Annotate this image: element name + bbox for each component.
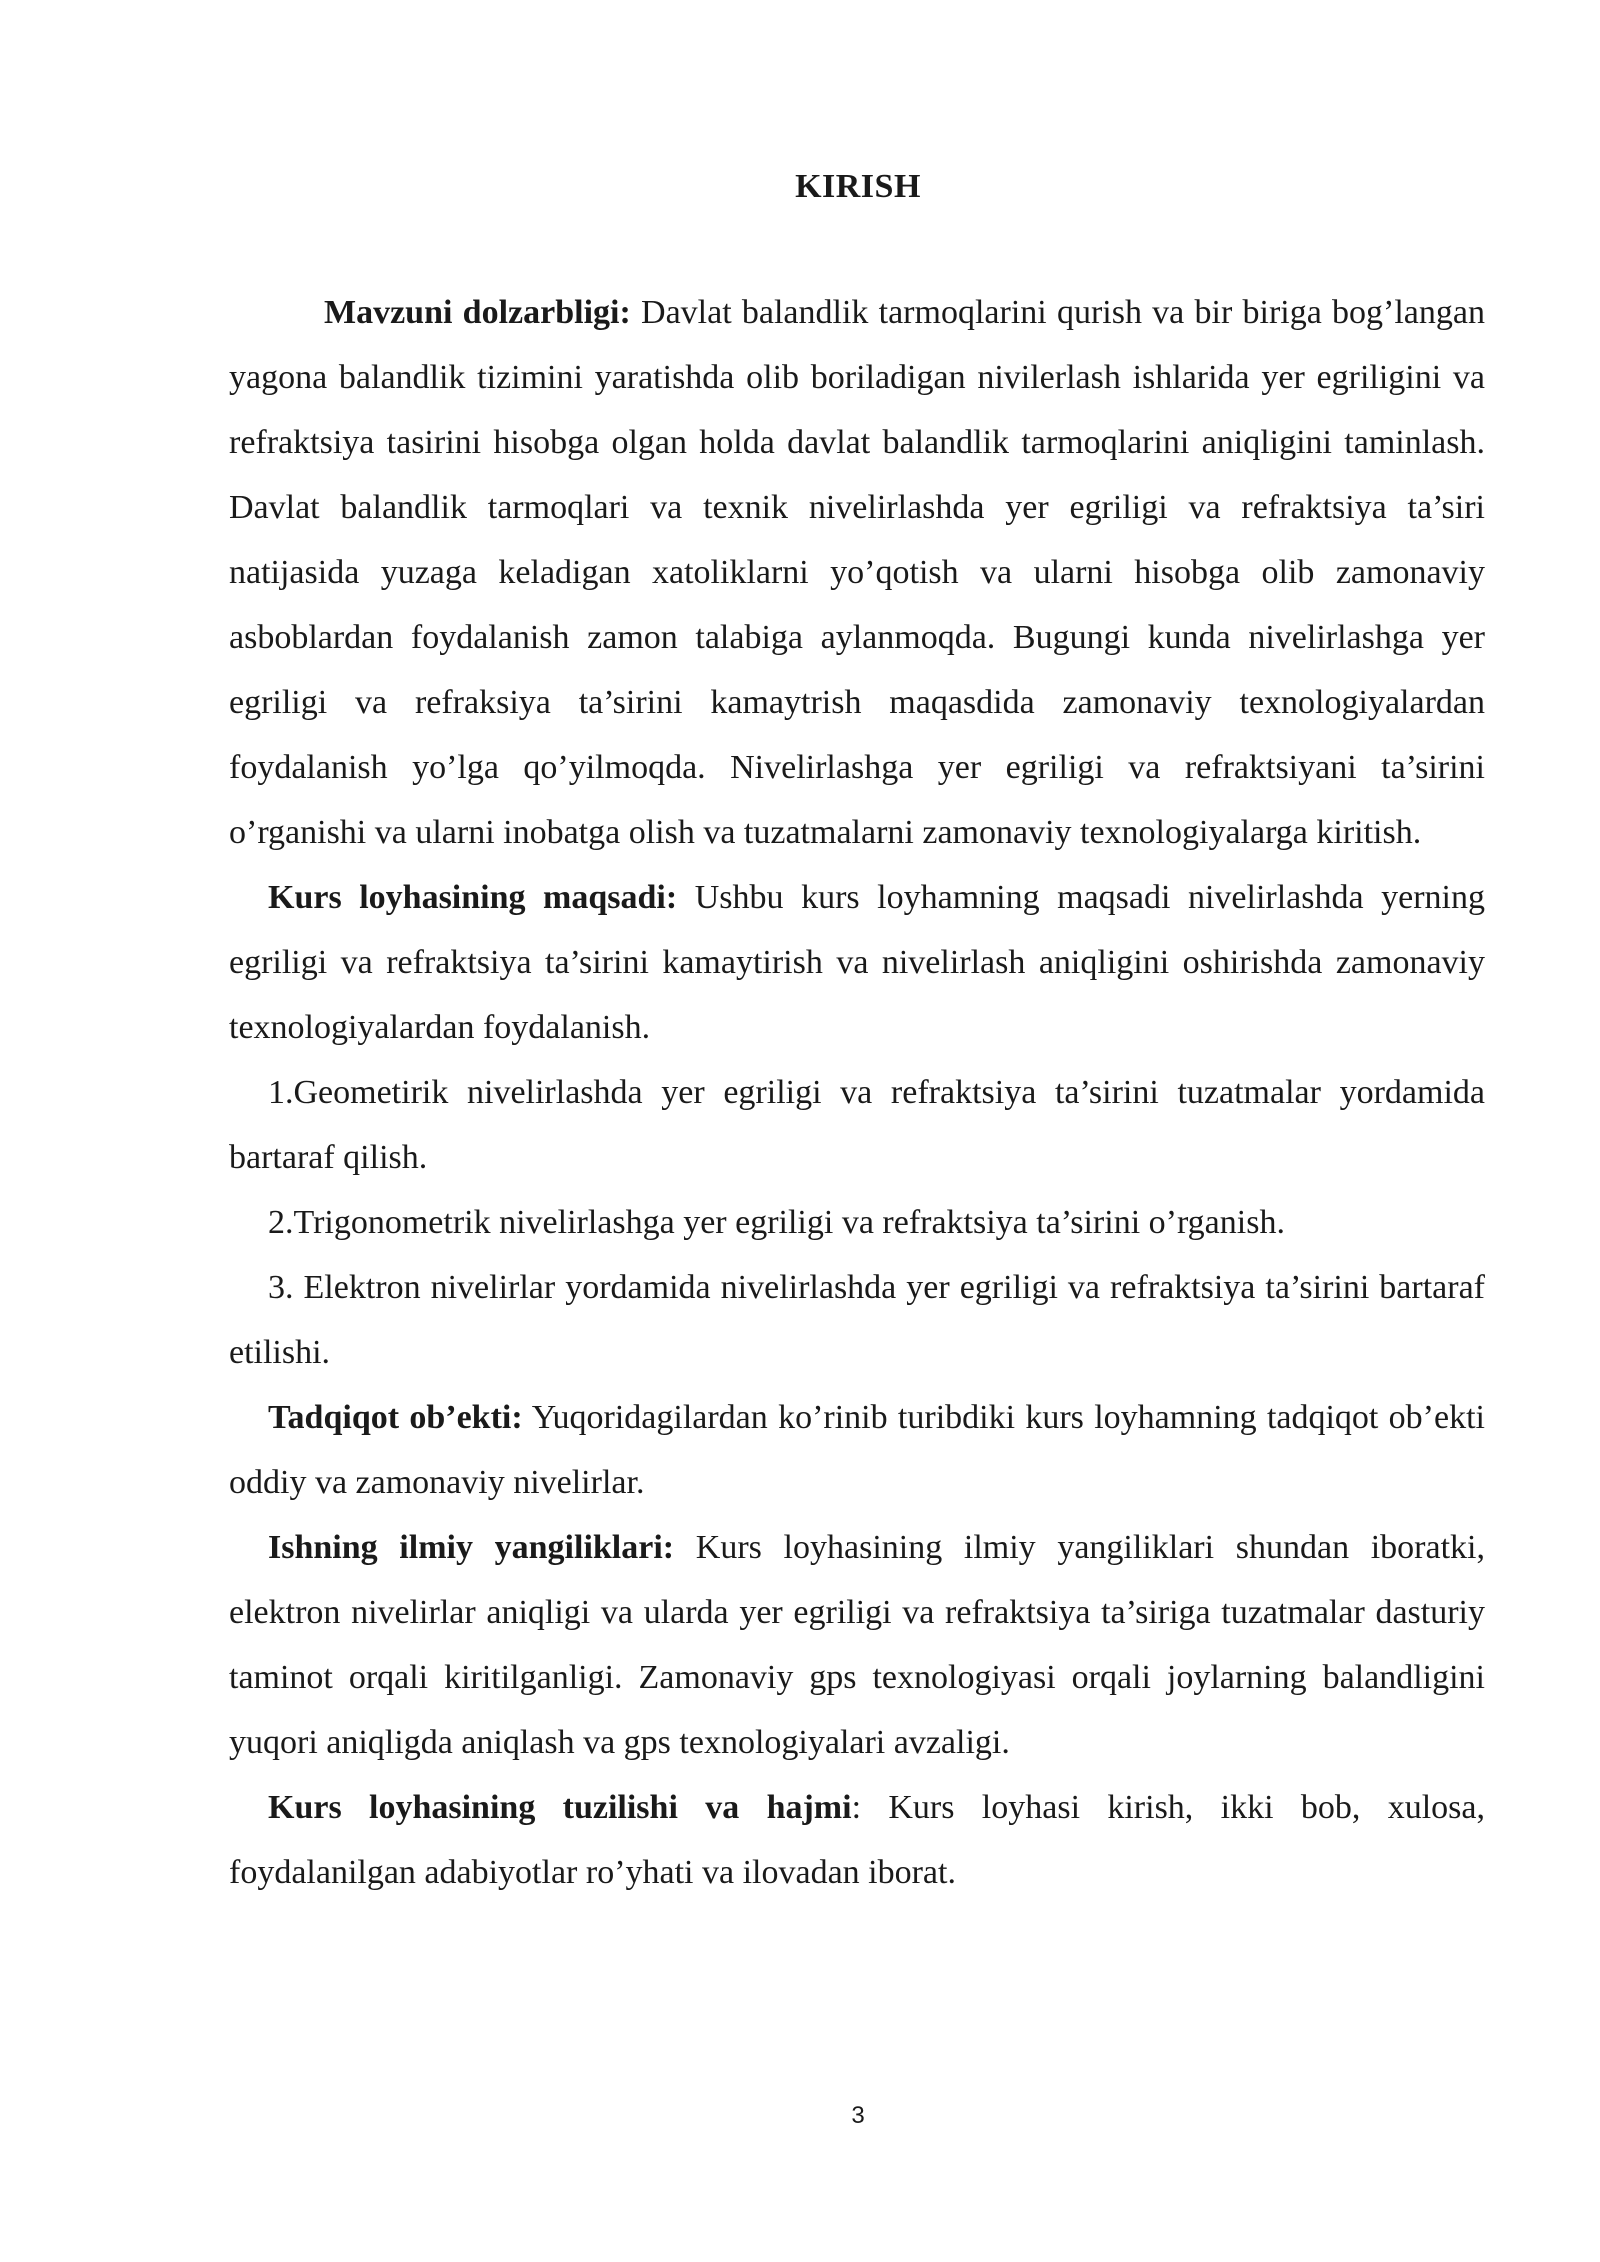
paragraph-goal xyxy=(229,865,1485,1060)
body-text xyxy=(229,280,1485,1905)
list-item xyxy=(229,1060,1485,1190)
paragraph-label: Ishning ilmiy yangiliklari: xyxy=(268,1529,675,1566)
paragraph-research-object xyxy=(229,1385,1485,1515)
paragraph-label: Kurs loyhasining tuzilishi va hajmi xyxy=(268,1789,852,1826)
list-item-text: 1.Geometirik nivelirlashda yer egriligi va refraktsiya ta’sirini tuzatmalar yordamida bartaraf qilish. xyxy=(229,1074,1485,1176)
paragraph-text: Kurs loyhasining ilmiy yangiliklari shundan iboratki, elektron nivelirlar aniqligi va ularda yer egriligi va refraktsiya ta’siriga tuzatmalar dasturiy taminot orqali kiritilganligi. Zamonaviy gps texnologiyasi orqali joylarning balandligini yuqori aniqligda aniqlash va gps texnologiyalari avzaligi. xyxy=(229,1529,1485,1761)
paragraph-structure xyxy=(229,1775,1485,1905)
paragraph-label: Kurs loyhasining maqsadi: xyxy=(268,879,678,916)
list-item-text: 2.Trigonometrik nivelirlashga yer egriligi va refraktsiya ta’sirini o’rganish. xyxy=(268,1204,1285,1241)
paragraph-label: Tadqiqot ob’ekti: xyxy=(268,1399,523,1436)
list-item xyxy=(229,1255,1485,1385)
paragraph-scientific-novelty xyxy=(229,1515,1485,1775)
list-item xyxy=(229,1190,1485,1255)
paragraph-text: Ushbu kurs loyhamning maqsadi nivelirlashda yerning egriligi va refraktsiya ta’sirini kamaytirish va nivelirlash aniqligini oshirishda zamonaviy texnologiyalardan foydalanish. xyxy=(229,879,1485,1046)
paragraph-text: : Kurs loyhasi kirish, ikki bob, xulosa, foydalanilgan adabiyotlar ro’yhati va ilovadan iborat. xyxy=(229,1789,1485,1891)
paragraph-text: Davlat balandlik tarmoqlarini qurish va bir biriga bog’langan yagona balandlik tizimini yaratishda olib boriladigan nivilerlash ishlarida yer egriligini va refraktsiya tasirini hisobga olgan holda davlat balandlik tarmoqlarini aniqligini taminlash. Davlat balandlik tarmoqlari va texnik nivelirlashda yer egriligi va refraktsiya ta’siri natijasida yuzaga keladigan xatoliklarni yo’qotish va ularni hisobga olib zamonaviy asboblardan foydalanish zamon talabiga aylanmoqda. Bugungi kunda nivelirlashga yer egriligi va refraksiya ta’sirini kamaytrish maqasdida zamonaviy texnologiyalardan foydalanish yo’lga qo’yilmoqda. Nivelirlashga yer egriligi va refraktsiyani ta’sirini o’rganishi va ularni inobatga olish va tuzatmalarni zamonaviy texnologiyalarga kiritish. xyxy=(229,294,1485,851)
page-number: 3 xyxy=(851,2102,865,2129)
paragraph-text: Yuqoridagilardan ko’rinib turibdiki kurs loyhamning tadqiqot ob’ekti oddiy va zamonaviy nivelirlar. xyxy=(229,1399,1485,1501)
list-item-text: 3. Elektron nivelirlar yordamida nivelirlashda yer egriligi va refraktsiya ta’sirini bartaraf etilishi. xyxy=(229,1269,1485,1371)
paragraph-label: Mavzuni dolzarbligi: xyxy=(324,294,631,331)
paragraph-relevance xyxy=(229,280,1485,865)
page-title: KIRISH xyxy=(795,168,921,205)
